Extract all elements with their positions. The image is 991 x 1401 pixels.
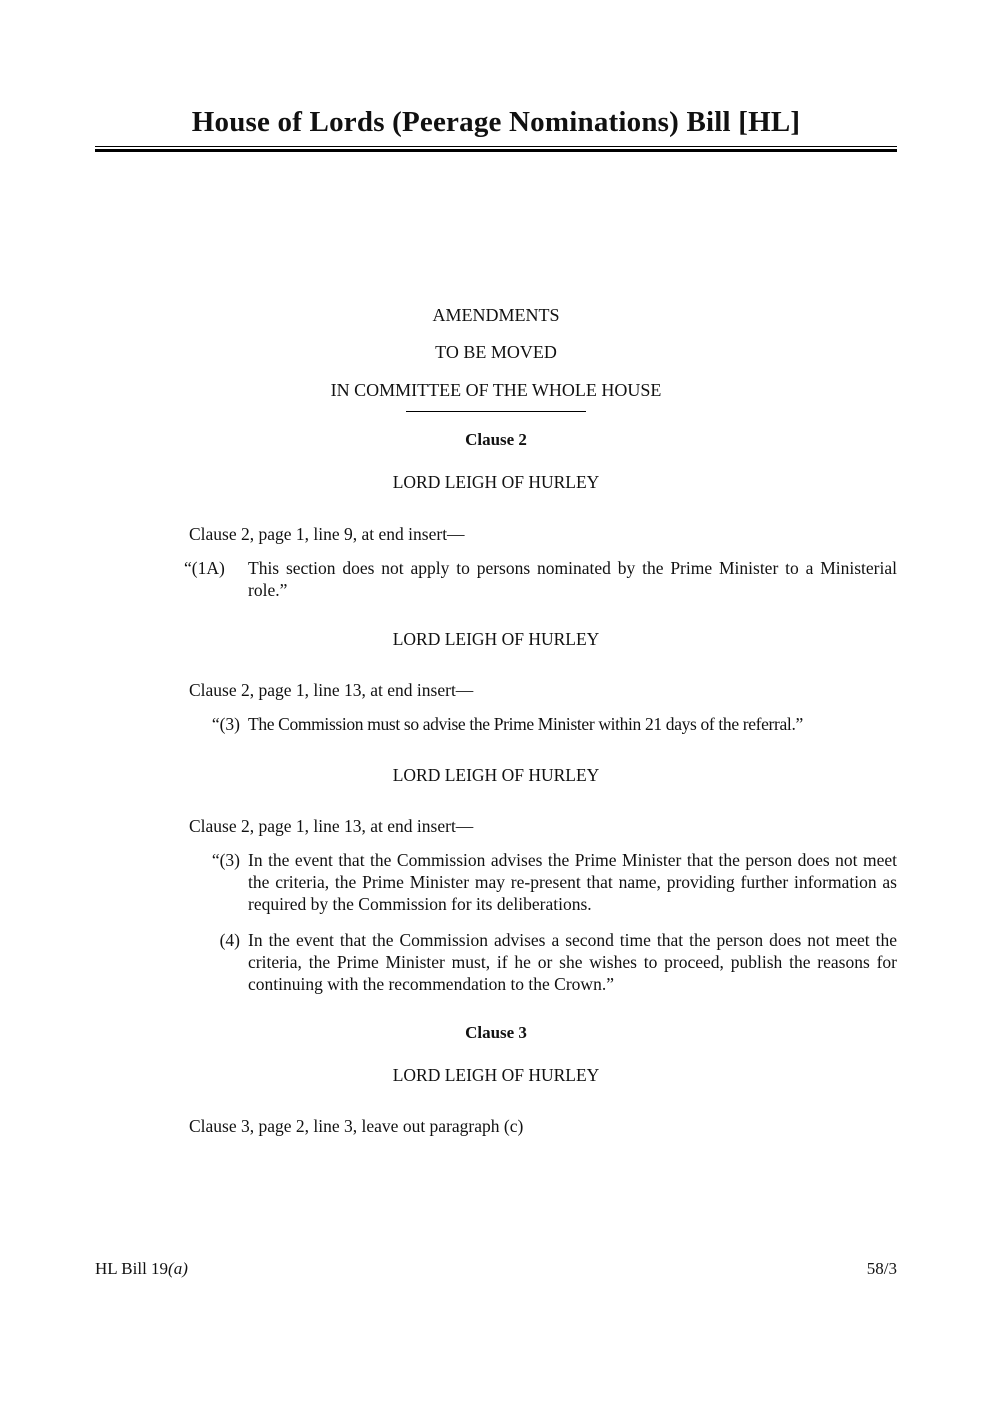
bill-reference-suffix: (a) bbox=[168, 1259, 188, 1278]
amendment-instruction: Clause 2, page 1, line 9, at end insert— bbox=[189, 524, 465, 544]
page-reference: 58/3 bbox=[866, 1259, 897, 1278]
amendment-mover: LORD LEIGH OF HURLEY bbox=[392, 472, 600, 492]
amendment-instruction: Clause 2, page 1, line 13, at end insert— bbox=[189, 680, 474, 700]
document-title: House of Lords (Peerage Nominations) Bill [HL] bbox=[191, 106, 801, 138]
paragraph-text: The Commission must so advise the Prime Minister within 21 days of the referral.” bbox=[248, 714, 803, 734]
heading-line-amendments: AMENDMENTS bbox=[432, 305, 560, 325]
bill-reference bbox=[95, 1259, 188, 1279]
paragraph-number: “(3) bbox=[211, 850, 240, 870]
amendment-mover: LORD LEIGH OF HURLEY bbox=[392, 629, 600, 649]
amendment-paragraph bbox=[180, 929, 897, 995]
title-rule-thick bbox=[95, 149, 897, 152]
bill-reference-number: HL Bill 19 bbox=[95, 1259, 169, 1278]
amendment-instruction: Clause 3, page 2, line 3, leave out paragraph (c) bbox=[189, 1116, 524, 1136]
heading-divider bbox=[406, 411, 586, 412]
paragraph-number: “(3) bbox=[211, 714, 240, 734]
amendment-mover: LORD LEIGH OF HURLEY bbox=[392, 765, 600, 785]
paragraph-text: In the event that the Commission advises a second time that the person does not meet the criteria, the Prime Minister must, if he or she wishes to proceed, publish the reasons for continuing with the recommendation to the Crown.” bbox=[248, 930, 897, 994]
clause-heading-2: Clause 2 bbox=[465, 430, 527, 449]
heading-line-committee: IN COMMITTEE OF THE WHOLE HOUSE bbox=[330, 380, 662, 400]
clause-heading-3: Clause 3 bbox=[465, 1023, 527, 1042]
title-rule-thin bbox=[95, 146, 897, 147]
amendment-paragraph bbox=[180, 713, 897, 735]
amendment-mover: LORD LEIGH OF HURLEY bbox=[392, 1065, 600, 1085]
paragraph-text: In the event that the Commission advises the Prime Minister that the person does not meet the criteria, the Prime Minister may re-present that name, providing further information as required by the Commission for its deliberations. bbox=[248, 850, 897, 914]
paragraph-text: This section does not apply to persons nominated by the Prime Minister to a Ministerial role.” bbox=[248, 558, 897, 600]
heading-line-to-be-moved: TO BE MOVED bbox=[435, 342, 557, 362]
amendment-paragraph bbox=[180, 557, 897, 601]
amendment-paragraph bbox=[180, 849, 897, 915]
paragraph-number: (4) bbox=[219, 930, 240, 950]
amendment-instruction: Clause 2, page 1, line 13, at end insert— bbox=[189, 816, 474, 836]
paragraph-number: “(1A) bbox=[184, 558, 225, 578]
